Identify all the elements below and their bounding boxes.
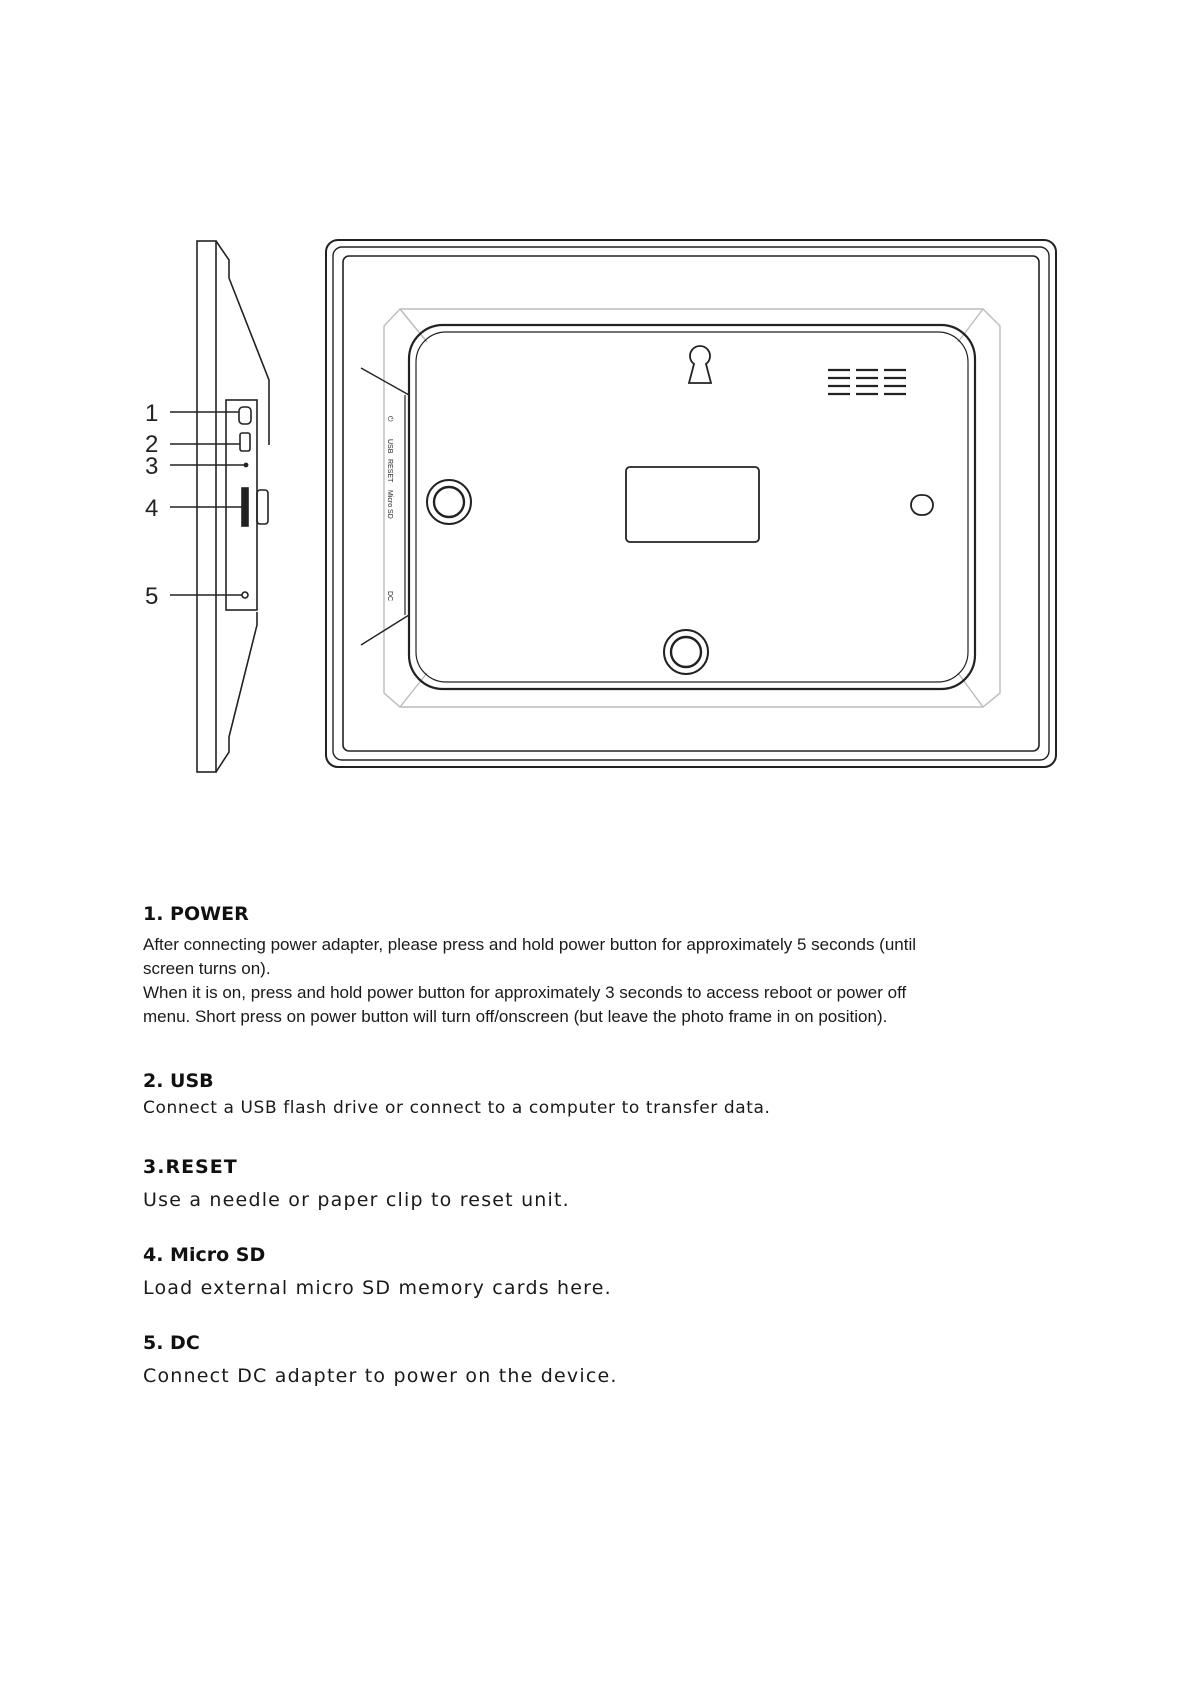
- section-line: Use a needle or paper clip to reset unit.: [143, 1189, 570, 1211]
- port-label-reset: RESET: [386, 459, 393, 483]
- callout-4: 4: [145, 495, 159, 522]
- section-line: When it is on, press and hold power button for approximately 3 seconds to access reboot or power off: [143, 983, 907, 1002]
- section-line: Load external micro SD memory cards here.: [143, 1277, 612, 1299]
- device-diagram: [0, 0, 1191, 820]
- section-heading: 2. USB: [143, 1070, 214, 1092]
- section-reset: [143, 1156, 1043, 1214]
- section-line: Connect DC adapter to power on the device.: [143, 1365, 618, 1387]
- back-view: [326, 240, 1056, 767]
- port-label-micro-sd: Micro SD: [386, 490, 393, 519]
- section-heading: 5. DC: [143, 1332, 200, 1354]
- callout-numbers: [145, 400, 158, 610]
- port-label-dc: DC: [386, 591, 393, 602]
- port-labels: [386, 416, 394, 601]
- section-heading: 1. POWER: [143, 903, 249, 925]
- section-heading: 3.RESET: [143, 1156, 238, 1178]
- port-label-usb: USB: [386, 439, 393, 454]
- section-line: After connecting power adapter, please press and hold power button for approximately 5 seconds (until: [143, 935, 917, 954]
- section-micro-sd: [143, 1244, 1043, 1302]
- callout-2: 2: [145, 431, 159, 458]
- section-dc: [143, 1332, 1043, 1390]
- callout-1: 1: [145, 400, 159, 427]
- section-line: Connect a USB flash drive or connect to a computer to transfer data.: [143, 1098, 771, 1118]
- section-line: menu. Short press on power button will turn off/onscreen (but leave the photo frame in on position).: [143, 1007, 888, 1026]
- callout-5: 5: [145, 583, 159, 610]
- callout-leaders: [170, 412, 244, 595]
- section-usb: [143, 1070, 1043, 1120]
- section-power: [143, 903, 1043, 1029]
- section-line: screen turns on).: [143, 959, 271, 978]
- callout-3: 3: [145, 453, 159, 480]
- section-heading: 4. Micro SD: [143, 1244, 266, 1266]
- port-label-power: ⏻: [386, 416, 393, 422]
